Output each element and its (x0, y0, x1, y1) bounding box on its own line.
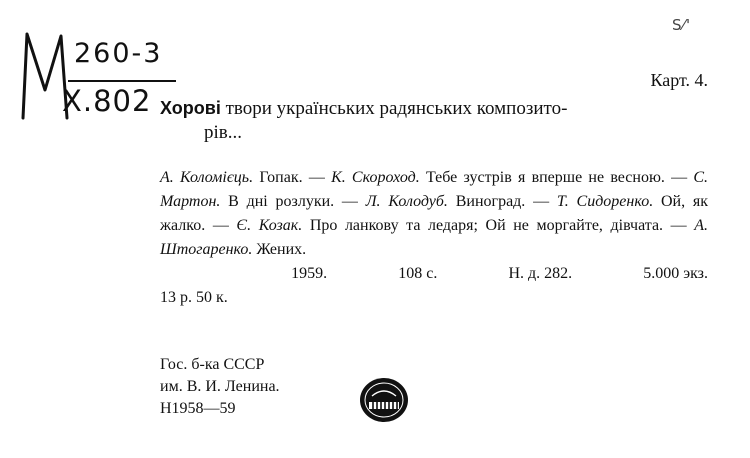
contents-work: Жених. (252, 241, 307, 258)
library-line3: Н1958—59 (160, 400, 236, 417)
price: 13 р. 50 к. (160, 289, 228, 306)
contents-work: Про ланкову та ледаря; Ой не моргайте, дівчата. — (302, 217, 695, 234)
card-number: Карт. 4. (650, 70, 708, 90)
contents-author: К. Скороход. (331, 169, 420, 186)
contents-author: А. Коломієць. (160, 169, 254, 186)
imprint-number: Н. д. 282. (508, 265, 573, 282)
imprint-copies: 5.000 экз. (643, 265, 708, 282)
contents-work: Ой, як жалко. — (160, 193, 708, 234)
imprint-pages: 108 с. (398, 265, 438, 282)
library-seal-icon (358, 376, 410, 424)
library-imprint (160, 354, 280, 420)
shelf-mark-line1: 260-3 (74, 38, 163, 69)
contents-author: Л. Колодуб. (365, 193, 448, 210)
imprint-line (160, 262, 708, 286)
contents-work: В дні розлуки. — (220, 193, 366, 210)
title-rest: твори українських радянських композито- (225, 98, 568, 119)
contents-author: А. Штогаренко. (160, 217, 708, 258)
contents-work: Гопак. — (253, 169, 332, 186)
title-continuation: рів... (204, 122, 242, 143)
contents-note (160, 166, 708, 262)
shelf-mark-divider (68, 80, 176, 82)
imprint-year: 1959. (291, 265, 328, 282)
title-lead: Хорові (160, 98, 221, 118)
contents-work: Виноград. — (447, 193, 557, 210)
contents-author: С. Мартон. (160, 169, 709, 210)
contents-work: Тебе зустрів я вперше не весною. — (419, 169, 694, 186)
corner-pencil-mark: Ѕ⁄ꞌ (672, 16, 692, 34)
library-line1: Гос. б-ка СССР (160, 356, 265, 373)
shelf-mark-line2: Х.802 (62, 84, 152, 118)
contents-author: Є. Козак. (236, 217, 303, 234)
library-line2: им. В. И. Ленина. (160, 378, 280, 395)
record-title (160, 96, 720, 145)
contents-author: Т. Сидоренко. (556, 193, 654, 210)
